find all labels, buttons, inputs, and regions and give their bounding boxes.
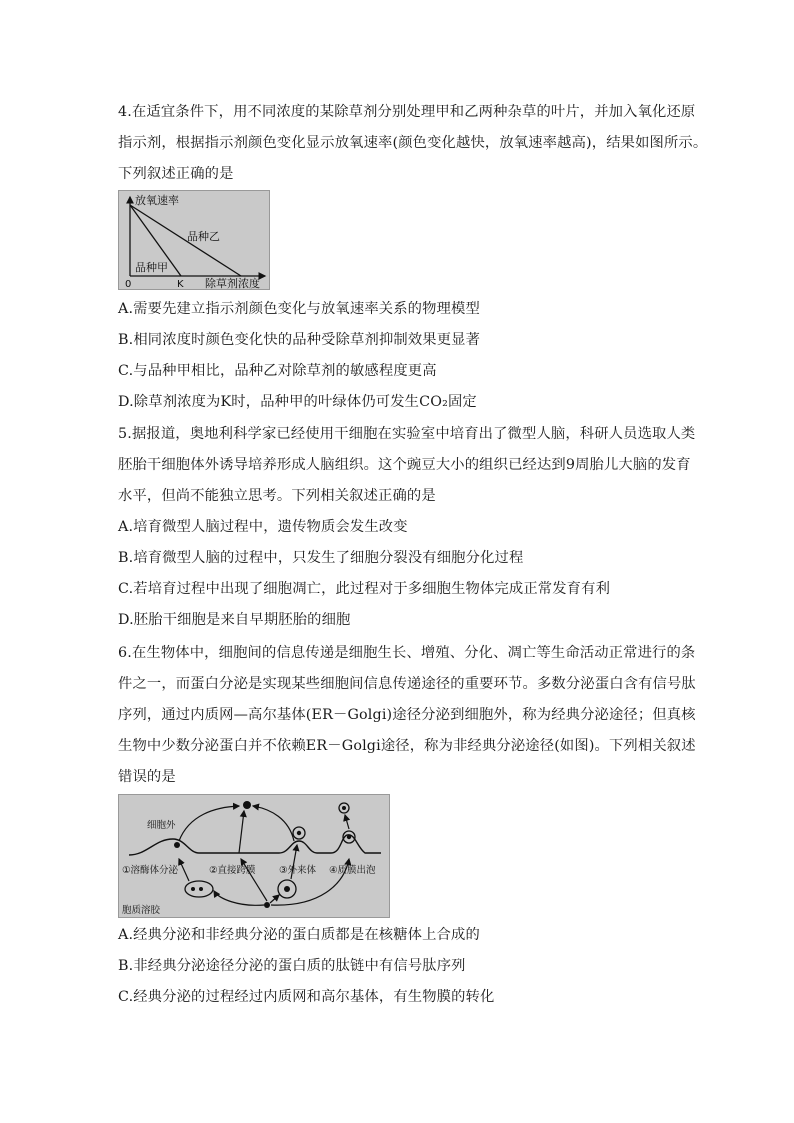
q5-option-d: D.胚胎干细胞是来自早期胚胎的细胞 bbox=[118, 612, 351, 628]
q5-stem-line-2: 胚胎干细胞体外诱导培养形成人脑组织。这个豌豆大小的组织已经达到9周胎儿大脑的发育 bbox=[118, 457, 691, 473]
q4-label-jia: 品种甲 bbox=[135, 261, 168, 274]
q6-stem-line-2: 件之一，而蛋白分泌是实现某些细胞间信息传递途径的重要环节。多数分泌蛋白含有信号肽 bbox=[118, 676, 696, 692]
q5-stem-line-1: 5.据报道，奥地利科学家已经使用干细胞在实验室中培育出了微型人脑，科研人员选取人类 bbox=[118, 426, 696, 442]
q4-ylabel: 放氧速率 bbox=[135, 194, 179, 207]
q4-option-c: C.与品种甲相比，品种乙对除草剂的敏感程度更高 bbox=[118, 363, 437, 379]
q4-stem-line-3: 下列叙述正确的是 bbox=[118, 166, 234, 182]
q4-figure bbox=[118, 190, 270, 290]
q4-label-yi: 品种乙 bbox=[187, 230, 220, 243]
q4-stem-line-2: 指示剂，根据指示剂颜色变化显示放氧速率(颜色变化越快，放氧速率越高)，结果如图所示。 bbox=[118, 135, 708, 151]
q6-stem-line-3: 序列，通过内质网—高尔基体(ER－Golgi)途径分泌到细胞外，称为经典分泌途径；但真核 bbox=[118, 707, 696, 723]
q6-stem-line-5: 错误的是 bbox=[118, 769, 176, 785]
q4-stem-line-1: 4.在适宜条件下，用不同浓度的某除草剂分别处理甲和乙两种杂草的叶片，并加入氧化还原 bbox=[118, 104, 696, 120]
q4-option-a: A.需要先建立指示剂颜色变化与放氧速率关系的物理模型 bbox=[118, 301, 480, 317]
q6-stem-line-1: 6.在生物体中，细胞间的信息传递是细胞生长、增殖、分化、凋亡等生命活动正常进行的条 bbox=[118, 645, 696, 661]
q6-option-c: C.经典分泌的过程经过内质网和高尔基体，有生物膜的转化 bbox=[118, 989, 495, 1005]
q5-option-c: C.若培育过程中出现了细胞凋亡，此过程对于多细胞生物体完成正常发育有利 bbox=[118, 581, 611, 597]
q6-figure bbox=[118, 794, 390, 918]
q5-option-a: A.培育微型人脑过程中，遗传物质会发生改变 bbox=[118, 519, 408, 535]
q6-protein-dot-top bbox=[243, 801, 251, 809]
q6-label-outside: 细胞外 bbox=[147, 820, 176, 831]
q6-stem-line-4: 生物中少数分泌蛋白并不依赖ER－Golgi途径，称为非经典分泌途径(如图)。下列相关叙述 bbox=[118, 738, 696, 754]
q5-option-b: B.培育微型人脑的过程中，只发生了细胞分裂没有细胞分化过程 bbox=[118, 550, 524, 566]
q6-label-cytosol: 胞质溶胶 bbox=[122, 905, 161, 916]
q6-option-b: B.非经典分泌途径分泌的蛋白质的肽链中有信号肽序列 bbox=[118, 958, 466, 974]
q4-origin: 0 bbox=[125, 279, 132, 289]
q6-label-path2: ②直接跨膜 bbox=[209, 865, 256, 876]
q5-stem-line-3: 水平，但尚不能独立思考。下列相关叙述正确的是 bbox=[118, 488, 436, 504]
q6-protein-dot-left bbox=[174, 842, 180, 848]
q6-option-a: A.经典分泌和非经典分泌的蛋白质都是在核糖体上合成的 bbox=[118, 927, 480, 943]
q4-xlabel: 除草剂浓度 bbox=[205, 277, 260, 289]
q6-label-path4: ④质膜出泡 bbox=[329, 865, 376, 876]
q4-option-b: B.相同浓度时颜色变化快的品种受除草剂抑制效果更显著 bbox=[118, 332, 481, 348]
q4-k-tick: K bbox=[177, 279, 184, 289]
q6-cytosol-protein bbox=[264, 902, 270, 908]
q6-label-path1: ①溶酶体分泌 bbox=[122, 865, 179, 876]
q4-option-d: D.除草剂浓度为K时，品种甲的叶绿体仍可发生CO₂固定 bbox=[118, 394, 477, 410]
q6-label-path3: ③外来体 bbox=[279, 865, 317, 876]
